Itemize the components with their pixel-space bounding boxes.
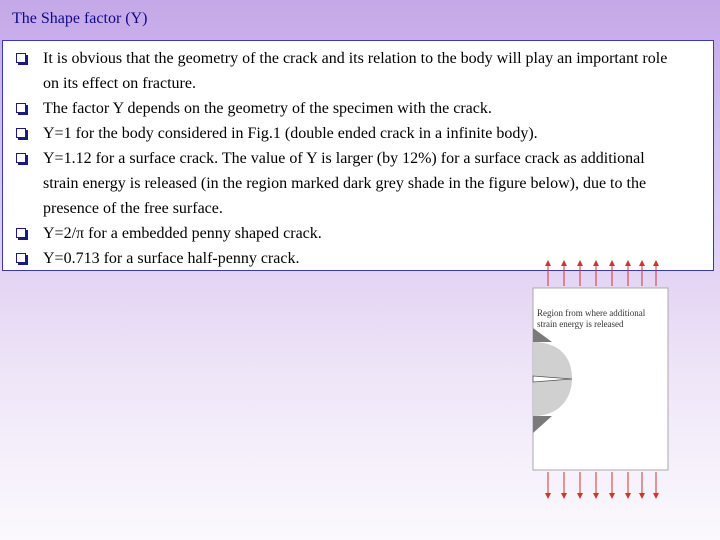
bullet-text: Y=1.12 for a surface crack. The value of Y is larger (by 12%) for a surface crack as additional strain energy is released (in the region marked dark grey shade in the figure below), due to the presence of the free surface.	[43, 150, 647, 217]
content-box	[2, 40, 714, 271]
bullet-list	[3, 41, 713, 271]
bullet-text: It is obvious that the geometry of the crack and its relation to the body will play an important role on its effect on fracture.	[43, 50, 668, 92]
surface-crack-figure	[530, 258, 670, 500]
bullet-item	[43, 46, 673, 96]
bullet-item	[43, 121, 673, 146]
bullet-item	[43, 146, 673, 221]
bullet-text: Y=1 for the body considered in Fig.1 (double ended crack in a infinite body).	[43, 125, 538, 142]
slide-title: The Shape factor (Y)	[12, 10, 148, 27]
bullet-item	[43, 221, 673, 246]
checkbox-bullet-icon	[16, 103, 26, 113]
bottom-tension-arrows	[548, 472, 656, 496]
checkbox-bullet-icon	[16, 228, 26, 238]
checkbox-bullet-icon	[16, 128, 26, 138]
bullet-item	[43, 96, 673, 121]
top-tension-arrows	[548, 263, 656, 286]
checkbox-bullet-icon	[16, 253, 26, 263]
figure-label: Region from where additional strain energy is released	[537, 308, 646, 329]
checkbox-bullet-icon	[16, 153, 26, 163]
crack-diagram	[530, 258, 670, 500]
bullet-text: Y=0.713 for a surface half-penny crack.	[43, 250, 300, 267]
bullet-text: Y=2/π for a embedded penny shaped crack.	[43, 225, 322, 242]
bullet-text: The factor Y depends on the geometry of the specimen with the crack.	[43, 100, 492, 117]
checkbox-bullet-icon	[16, 53, 26, 63]
